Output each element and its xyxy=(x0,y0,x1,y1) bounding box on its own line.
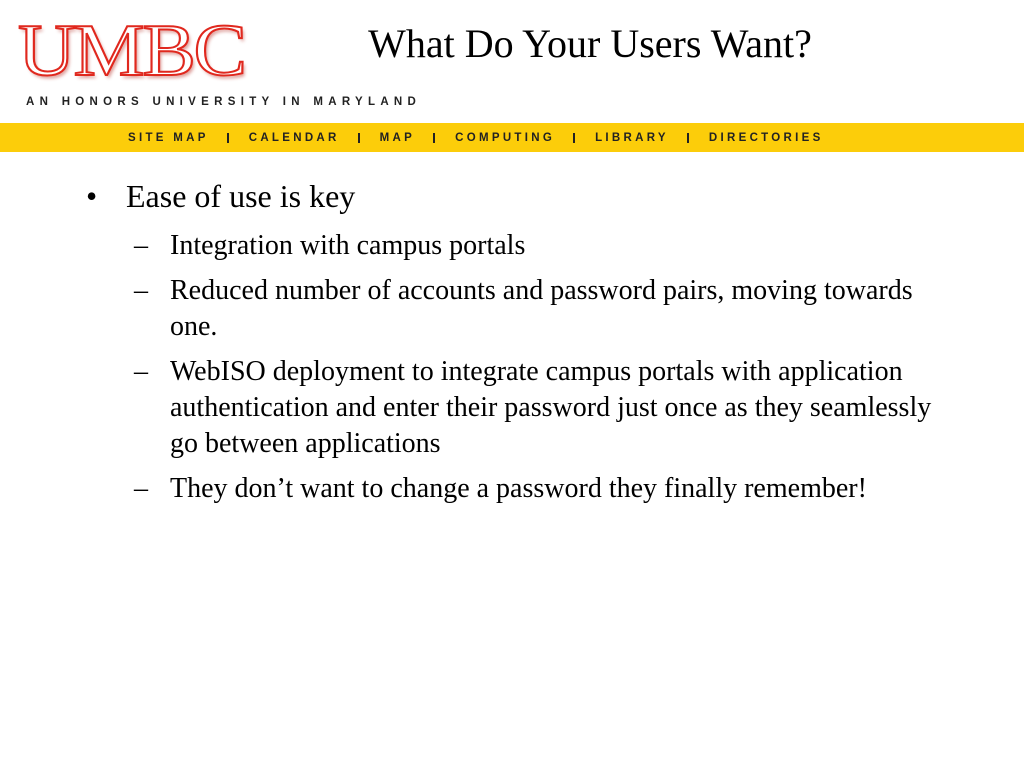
sub-bullet-text: Reduced number of accounts and password pairs, moving towards one. xyxy=(170,275,913,342)
bullet-marker: • xyxy=(86,178,98,214)
dash-marker: – xyxy=(134,473,148,504)
sub-bullet-list xyxy=(134,228,934,516)
sub-bullet-text: Integration with campus portals xyxy=(170,230,526,261)
nav-library[interactable]: LIBRARY xyxy=(595,131,669,144)
nav-map[interactable]: MAP xyxy=(379,131,416,144)
navigation-bar xyxy=(0,123,1024,152)
university-tagline: AN HONORS UNIVERSITY IN MARYLAND xyxy=(26,96,422,108)
main-bullet xyxy=(86,176,355,216)
sub-bullet xyxy=(134,228,934,264)
nav-separator xyxy=(573,133,575,143)
nav-site-map[interactable]: SITE MAP xyxy=(128,131,209,144)
nav-directories[interactable]: DIRECTORIES xyxy=(708,131,824,144)
nav-separator xyxy=(433,133,435,143)
umbc-logo: UMBC xyxy=(18,10,245,92)
sub-bullet xyxy=(134,354,934,462)
nav-computing[interactable]: COMPUTING xyxy=(455,131,556,144)
main-bullet-text: Ease of use is key xyxy=(126,178,356,214)
sub-bullet-text: They don’t want to change a password they finally remember! xyxy=(170,473,867,504)
sub-bullet xyxy=(134,273,934,345)
sub-bullet-text: WebISO deployment to integrate campus portals with application authentication and enter their password just once as they seamlessly go between applications xyxy=(170,356,932,459)
nav-separator xyxy=(358,133,360,143)
dash-marker: – xyxy=(134,356,148,387)
dash-marker: – xyxy=(134,275,148,306)
dash-marker: – xyxy=(134,230,148,261)
sub-bullet xyxy=(134,471,934,507)
slide-title: What Do Your Users Want? xyxy=(368,21,812,66)
nav-separator xyxy=(687,133,689,143)
nav-separator xyxy=(227,133,229,143)
nav-calendar[interactable]: CALENDAR xyxy=(248,131,340,144)
